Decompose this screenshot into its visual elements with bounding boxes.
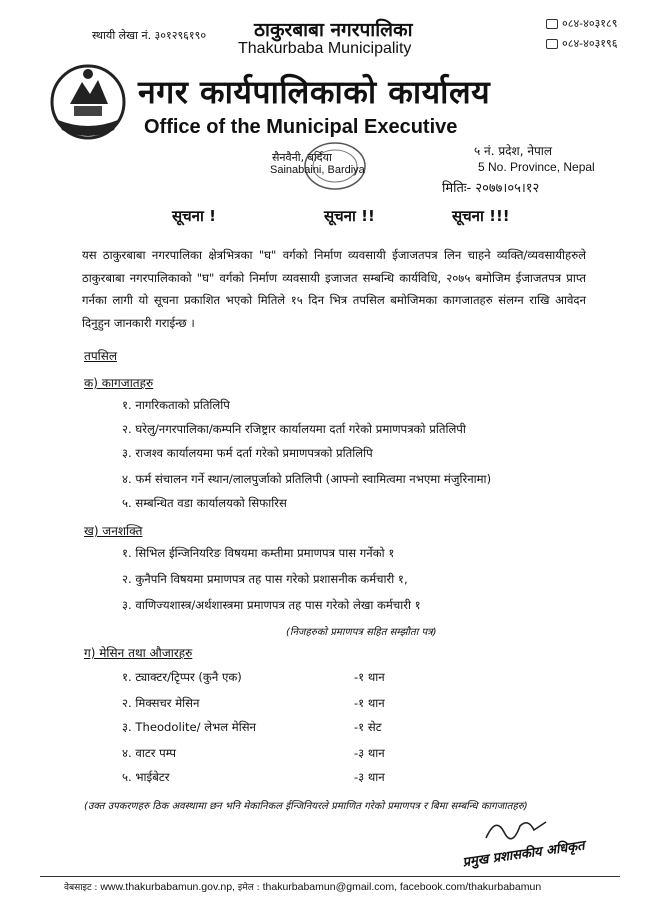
manpower-item: १. सिभिल ईन्जिनियरिङ विषयमा कम्तीमा प्रमाणपत्र पास गर्नेको १ <box>122 546 395 560</box>
municipality-name-english: Thakurbaba Municipality <box>238 40 412 57</box>
machinery-quantity: -१ सेट <box>354 720 382 734</box>
machinery-quantity: -३ थान <box>354 746 385 760</box>
phone-number-1 <box>546 16 617 31</box>
document-item: ४. फर्म संचालन गर्ने स्थान/लालपुर्जाको प्रतिलिपी (आफ्नो स्वामित्वमा नभएमा मंजुरिनामा) <box>122 472 492 486</box>
notice-body-paragraph: यस ठाकुरबाबा नगरपालिका क्षेत्रभित्रका "घ" वर्गको निर्माण व्यवसायी ईजाजतपत्र लिन चाहने व्यक्ति/व्यवसायीहरुले ठाकुरबाबा नगरपालिकाको "घ" वर्गको निर्माण व्यवसायी इजाजत सम्बन्धि कार्यविधि, २०७५ बमोजिम ईजाजतपत्र प्राप्त गर्नका लागी यो सूचना प्रकाशित भएको मितिले १५ दिन भित्र तपसिल बमोजिमका कागजातहरु संलग्न राखि आवेदन दिनुहुन जानकारी गराईन्छ । <box>82 248 586 330</box>
signatory-title: प्रमुख प्रशासकीय अधिकृत <box>461 838 586 871</box>
address-english: Sainabaini, Bardiya <box>270 164 365 176</box>
nepal-emblem-logo <box>48 60 128 144</box>
office-title-nepali: नगर कार्यपालिकाको कार्यालय <box>138 73 491 111</box>
machinery-quantity: -३ थान <box>354 770 385 784</box>
office-title-english: Office of the Municipal Executive <box>144 116 458 138</box>
province-english: 5 No. Province, Nepal <box>478 160 595 174</box>
manpower-item: २. कुनैपनि विषयमा प्रमाणपत्र तह पास गरेको प्रशासनीक कर्मचारी १, <box>122 572 408 586</box>
phone-2-text: ०८४-४०३१९६ <box>562 37 618 50</box>
email-link[interactable]: thakurbabamun@gmail.com, facebook.com/thakurbabamun <box>262 881 542 893</box>
section-documents-heading: क) कागजातहरु <box>84 376 154 390</box>
machinery-item: ४. वाटर पम्प <box>122 746 176 760</box>
details-heading: तपसिल <box>84 349 118 363</box>
manpower-note: (निजहरुको प्रमाणपत्र सहित सम्झौता पत्र) <box>286 627 437 638</box>
notice-heading-1: सूचना ! <box>172 207 216 225</box>
document-item: ५. सम्बन्धित वडा कार्यालयको सिफारिस <box>122 496 287 510</box>
manpower-item: ३. वाणिज्यशास्त्र/अर्थशास्त्रमा प्रमाणपत्र तह पास गरेको लेखा कर्मचारी १ <box>122 598 421 612</box>
machinery-item: ३. Theodolite/ लेभल मेसिन <box>122 720 256 734</box>
document-item: १. नागरिकताको प्रतिलिपि <box>122 398 230 412</box>
phone-icon <box>546 19 558 29</box>
footer-divider <box>40 876 620 877</box>
letter-date: मितिः- २०७७।०५।१२ <box>442 181 540 196</box>
phone-1-text: ०८४-४०३१८९ <box>562 17 618 30</box>
machinery-quantity: -१ थान <box>354 696 385 710</box>
address-nepali: सैनवैनी, बर्दिया <box>272 151 332 164</box>
pan-number: स्थायी लेखा नं. ३०१२९६१९० <box>92 29 207 42</box>
notice-heading-2: सूचना !! <box>324 207 375 225</box>
document-item: २. घरेलु/नगरपालिका/कम्पनि रजिष्ट्रार कार्यालयमा दर्ता गरेको प्रमाणपत्रको प्रतिलिपी <box>122 422 466 436</box>
handwritten-signature <box>482 812 552 844</box>
equipment-footnote: (उक्त उपकरणहरु ठिक अवस्थामा छन भनि मेकानिकल ईन्जिनियरले प्रमाणित गरेको प्रमाणपत्र र बिमा सम्बन्धि कागजातहरु) <box>84 801 528 812</box>
province-nepali: ५ नं. प्रदेश, नेपाल <box>474 144 553 158</box>
document-item: ३. राजश्व कार्यालयमा फर्म दर्ता गरेको प्रमाणपत्रको प्रतिलिपि <box>122 446 373 460</box>
notice-heading-3: सूचना !!! <box>452 207 510 225</box>
website-link[interactable]: www.thakurbabamun.gov.np, <box>100 881 235 893</box>
machinery-quantity: -१ थान <box>354 670 385 684</box>
footer-contact <box>64 880 541 893</box>
machinery-item: ५. भाईबेटर <box>122 770 170 784</box>
machinery-item: १. ट्याक्टर/टृिप्पर (कुनै एक) <box>122 670 242 684</box>
phone-icon <box>546 39 558 49</box>
municipality-name-nepali: ठाकुरबाबा नगरपालिका <box>254 19 413 41</box>
website-label: वेबसाइट : <box>64 883 98 893</box>
phone-number-2 <box>546 36 617 51</box>
section-machinery-heading: ग) मेसिन तथा औजारहरु <box>84 646 193 660</box>
email-label: इमेल : <box>237 883 260 893</box>
machinery-item: २. मिक्सचर मेसिन <box>122 696 200 710</box>
section-manpower-heading: ख) जनशक्ति <box>84 524 143 538</box>
